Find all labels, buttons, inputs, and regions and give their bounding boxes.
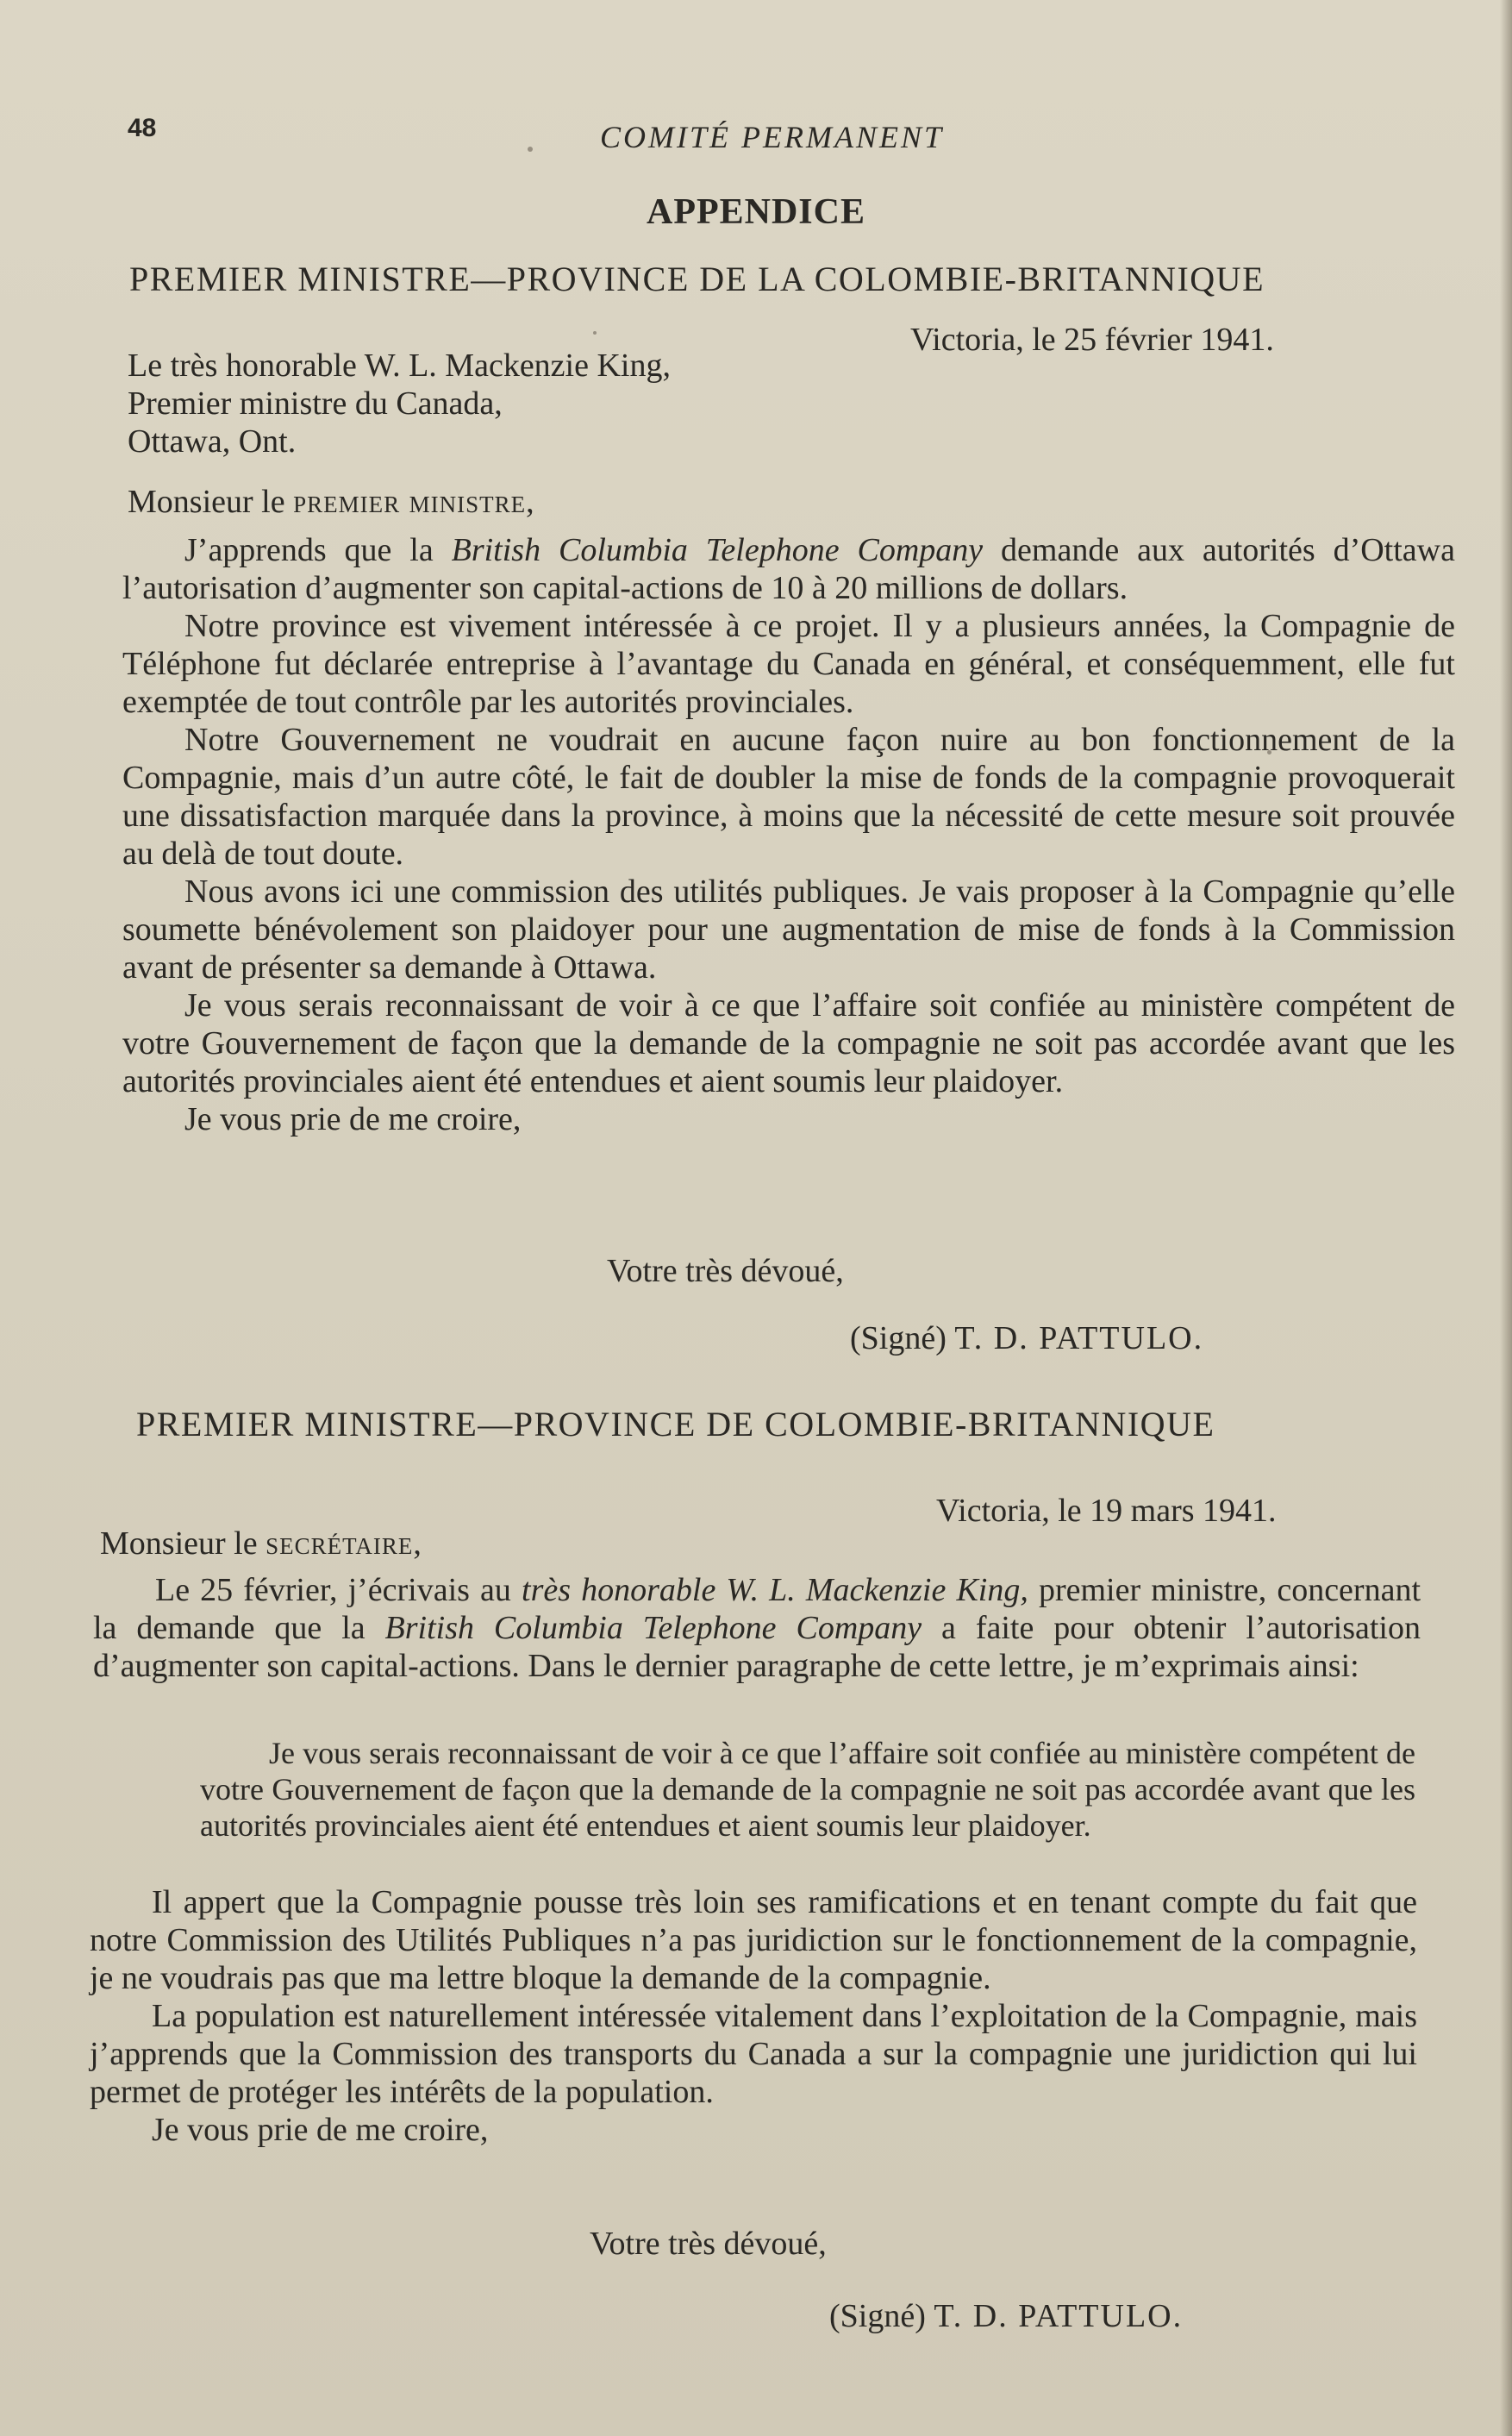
letter1-signature bbox=[850, 1319, 1203, 1357]
signed-mark: (Signé) bbox=[850, 1320, 947, 1356]
text-run: Le 25 février, j’écrivais au bbox=[155, 1572, 522, 1608]
letter1-paragraph: Je vous serais reconnaissant de voir à ce que l’affaire soit confiée au ministère compétent de votre Gouvernement de façon que la demande de la compagnie ne soit pas accordée avant que les autorités provinciales aient été entendues et aient soumis leur plaidoyer. bbox=[122, 987, 1455, 1099]
running-head bbox=[128, 114, 1374, 157]
letter1-paragraph: Notre province est vivement intéressée à ce projet. Il y a plusieurs années, la Compagnie de Téléphone fut déclarée entreprise à l’avantage du Canada en général, et conséquemment, elle fut exemptée de tout contrôle par les autorités provinciales. bbox=[122, 608, 1455, 720]
letter2-signature bbox=[829, 2297, 1183, 2335]
letter2-salutation bbox=[100, 1525, 422, 1562]
signed-mark: (Signé) bbox=[829, 2298, 926, 2334]
letter2-paragraph bbox=[93, 1571, 1421, 1685]
letter1-date: Victoria, le 25 février 1941. bbox=[910, 322, 1274, 358]
letter1-paragraph: Je vous prie de me croire, bbox=[184, 1101, 522, 1137]
page-edge-shadow bbox=[1500, 0, 1512, 2436]
salutation-title: secrétaire, bbox=[266, 1525, 422, 1562]
letter1-paragraph bbox=[122, 531, 1455, 607]
letter2-body bbox=[90, 1883, 1417, 2149]
text-run: premier ministre, concernant la demande que la bbox=[93, 1572, 1421, 1646]
running-title: COMITÉ PERMANENT bbox=[600, 120, 944, 154]
page-number: 48 bbox=[128, 114, 157, 142]
quoted-paragraph: Je vous serais reconnaissant de voir à ce que l’affaire soit confiée au ministère compétent de votre Gouvernement de façon que la demande de la compagnie ne soit pas accordée avant que les autorités provinciales aient été entendues et aient soumis leur plaidoyer. bbox=[200, 1736, 1415, 1843]
signatory-name: T. D. PATTULO. bbox=[934, 2298, 1184, 2334]
addressee-name: très honorable W. L. Mackenzie King, bbox=[522, 1572, 1028, 1608]
letter1-paragraph: Nous avons ici une commission des utilités publiques. Je vais proposer à la Compagnie qu’elle soumette bénévolement son plaidoyer pour une augmentation de mise de fonds à la Commission avant de présenter sa demande à Ottawa. bbox=[122, 874, 1455, 986]
salutation-lead: Monsieur le bbox=[100, 1525, 258, 1562]
letter2-heading: PREMIER MINISTRE—PROVINCE DE COLOMBIE-BRITANNIQUE bbox=[136, 1405, 1215, 1443]
letter1-salutation bbox=[128, 483, 535, 521]
text-run: demande aux autorités d’Ottawa l’autorisation d’augmenter son capital-actions de 10 à 20 millions de dollars. bbox=[122, 532, 1455, 606]
letter1-closing: Votre très dévoué, bbox=[607, 1253, 844, 1289]
letter1-heading: PREMIER MINISTRE—PROVINCE DE LA COLOMBIE-BRITANNIQUE bbox=[129, 260, 1265, 298]
letter2-quote bbox=[200, 1735, 1415, 1844]
letter2-paragraph: La population est naturellement intéressée vitalement dans l’exploitation de la Compagnie, mais j’apprends que la Commission des transports du Canada a sur la compagnie une juridiction qui lui permet de protéger les intérêts de la population. bbox=[90, 1998, 1417, 2110]
paper-speck bbox=[593, 331, 597, 335]
letter2-paragraph: Je vous prie de me croire, bbox=[152, 2112, 489, 2148]
letter2-intro bbox=[93, 1571, 1421, 1685]
letter1-paragraph: Notre Gouvernement ne voudrait en aucune façon nuire au bon fonctionnement de la Compagnie, mais d’un autre côté, le fait de doubler la mise de fonds de la compagnie provoquerait une dissatisfaction marquée dans la province, à moins que la nécessité de cette mesure soit prouvée au delà de tout doute. bbox=[122, 722, 1455, 872]
text-run: J’apprends que la bbox=[184, 532, 452, 568]
salutation-lead: Monsieur le bbox=[128, 484, 285, 520]
letter1-body bbox=[122, 531, 1455, 1138]
letter2-date: Victoria, le 19 mars 1941. bbox=[936, 1493, 1277, 1529]
letter1-address bbox=[128, 347, 671, 460]
salutation-title: premier ministre, bbox=[293, 484, 535, 520]
address-line: Ottawa, Ont. bbox=[128, 423, 297, 460]
address-line: Le très honorable W. L. Mackenzie King, bbox=[128, 348, 671, 384]
letter2-paragraph: Il appert que la Compagnie pousse très loin ses ramifications et en tenant compte du fait que notre Commission des Utilités Publiques n’a pas juridiction sur le fonctionnement de la compagnie, je ne voudrais pas que ma lettre bloque la demande de la compagnie. bbox=[90, 1884, 1417, 1996]
address-line: Premier ministre du Canada, bbox=[128, 385, 503, 422]
company-name: British Columbia Telephone Company bbox=[451, 532, 984, 568]
signatory-name: T. D. PATTULO. bbox=[954, 1320, 1204, 1356]
appendix-title: APPENDICE bbox=[646, 192, 865, 232]
letter2-closing: Votre très dévoué, bbox=[590, 2226, 827, 2262]
company-name: British Columbia Telephone Company bbox=[384, 1610, 922, 1646]
text-run: a faite pour obtenir l’autorisation d’augmenter son capital-actions. Dans le dernier paragraphe de cette lettre, je m’exprimais ainsi: bbox=[93, 1610, 1421, 1684]
